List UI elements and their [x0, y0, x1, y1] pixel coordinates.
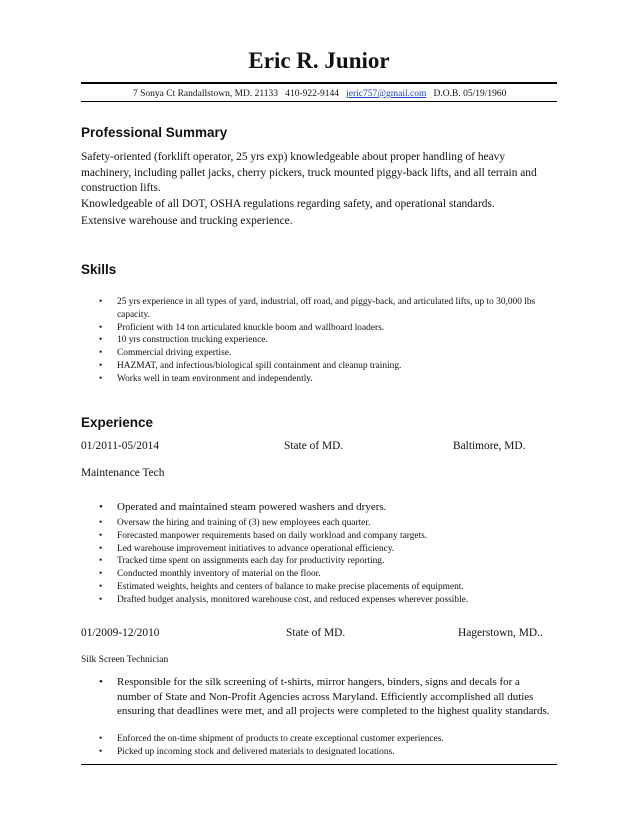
job-lead-list — [81, 675, 551, 719]
list-item: • Drafted budget analysis, monitored warehouse cost, and reduced expenses wherever possible. — [99, 594, 469, 605]
experience-heading: Experience — [81, 415, 154, 430]
list-item: • Led warehouse improvement initiatives to advance operational efficiency. — [99, 543, 395, 554]
bullet-icon: • — [99, 594, 103, 605]
bullet-icon: • — [99, 322, 103, 333]
summary-line: Knowledgeable of all DOT, OSHA regulations regarding safety, and operational standards. — [81, 197, 495, 210]
summary-heading: Professional Summary — [81, 125, 228, 140]
job-location: Hagerstown, MD.. — [458, 627, 543, 639]
contact-line — [133, 89, 506, 99]
bullet-icon: • — [99, 581, 103, 592]
job-employer: State of MD. — [284, 440, 344, 452]
job-dates: 01/2009-12/2010 — [81, 627, 160, 639]
bullet-icon: • — [99, 348, 103, 359]
bullet-icon: • — [99, 518, 103, 528]
bullet-icon: • — [99, 501, 103, 513]
bullet-icon: • — [99, 360, 103, 371]
list-item: • 25 yrs experience in all types of yard, industrial, off road, and piggy-back, and articulated lifts, up to 30,000 lbs capacity. — [99, 297, 536, 320]
bullet-icon: • — [99, 335, 103, 346]
list-item: • Oversaw the hiring and training of (3) new employees each quarter. — [99, 518, 371, 528]
list-item: • Forecasted manpower requirements based on daily workload and company targets. — [99, 530, 428, 541]
job-header-row — [81, 440, 557, 455]
job-duties-list — [81, 517, 551, 607]
list-item: • Works well in team environment and independently. — [99, 373, 313, 384]
list-item: • 10 yrs construction trucking experience. — [99, 335, 268, 346]
bullet-icon: • — [99, 373, 103, 384]
list-item: • Operated and maintained steam powered washers and dryers. — [99, 501, 387, 513]
summary-text — [81, 150, 551, 230]
list-item: • Enforced the on-time shipment of products to create exceptional customer experiences. — [99, 734, 444, 744]
list-item: • Proficient with 14 ton articulated knuckle boom and wallboard loaders. — [99, 322, 385, 333]
list-item: • Picked up incoming stock and delivered materials to designated locations. — [99, 746, 395, 757]
list-item: • HAZMAT, and infectious/biological spill containment and cleanup training. — [99, 360, 402, 371]
job-title: Silk Screen Technician — [81, 655, 169, 665]
job-header-row — [81, 627, 557, 642]
job-duties-list — [81, 733, 551, 759]
bullet-icon: • — [99, 746, 103, 757]
footer-rule — [81, 764, 557, 765]
header-rule-thick — [81, 82, 557, 84]
bullet-icon: • — [99, 676, 103, 688]
bullet-icon: • — [99, 530, 103, 541]
dob-text: D.O.B. 05/19/1960 — [433, 89, 507, 99]
list-item: • Tracked time spent on assignments each day for productivity reporting. — [99, 556, 385, 567]
header-rule-thin — [81, 101, 557, 102]
list-item: • Conducted monthly inventory of material on the floor. — [99, 569, 321, 580]
list-item: • Responsible for the silk screening of t-shirts, mirror hangers, binders, signs and decals for a number of State and Non-Profit Agencies across Maryland. Efficiently accomplished all duties ensuring that deadlines were met, and all projects were completed to the highest quality standards. — [99, 676, 550, 718]
bullet-icon: • — [99, 297, 103, 307]
job-employer: State of MD. — [286, 627, 346, 639]
list-item: • Commercial driving expertise. — [99, 348, 232, 359]
list-item: • Estimated weights, heights and centers of balance to make precise placements of equipment. — [99, 581, 464, 592]
skills-list — [81, 296, 551, 386]
job-lead-list — [81, 500, 551, 515]
skills-heading: Skills — [81, 262, 117, 277]
job-location: Baltimore, MD. — [453, 440, 526, 452]
bullet-icon: • — [99, 569, 103, 580]
bullet-icon: • — [99, 734, 103, 744]
job-dates: 01/2011-05/2014 — [81, 440, 160, 452]
summary-line: Extensive warehouse and trucking experience. — [81, 215, 293, 228]
resume-name: Eric R. Junior — [248, 48, 390, 73]
bullet-icon: • — [99, 543, 103, 554]
address-text: 7 Sonya Ct Randallstown, MD. 21133 — [133, 89, 279, 99]
bullet-icon: • — [99, 556, 103, 567]
summary-line: Safety-oriented (forklift operator, 25 yrs exp) knowledgeable about proper handling of heavy machinery, including pallet jacks, cherry pickers, truck mounted piggy-back lifts, and all terrain and construction lifts. — [81, 151, 537, 195]
phone-text: 410-922-9144 — [285, 89, 340, 99]
email-link[interactable]: jeric757@gmail.com — [346, 89, 427, 99]
job-title: Maintenance Tech — [81, 467, 165, 479]
